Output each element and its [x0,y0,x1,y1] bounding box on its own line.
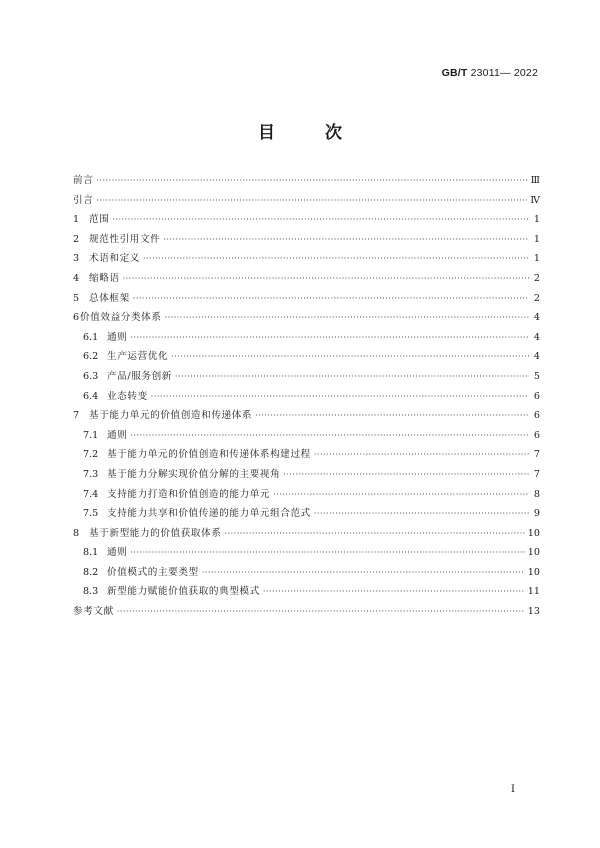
toc-entry-number: 7.5 [83,508,99,520]
toc-leader-dots [130,548,524,557]
table-of-contents [73,172,540,623]
toc-entry[interactable] [73,388,540,408]
toc-leader-dots [117,607,525,616]
toc-entry-page: 1 [533,233,540,245]
toc-leader-dots [202,568,525,577]
toc-entry-number: 6.4 [83,390,99,402]
toc-entry-page: 5 [533,370,540,382]
toc-entry[interactable] [73,250,540,270]
toc-entry-label: 参考文献 [73,606,114,618]
toc-entry-page: 11 [527,586,540,598]
toc-entry-label: 缩略语 [89,272,120,284]
toc-entry-page: 8 [533,488,540,500]
toc-entry-page: 6 [533,429,540,441]
toc-entry-label: 总体框架 [89,292,130,304]
toc-entry-page: 4 [533,351,540,363]
toc-entry[interactable] [73,427,540,447]
toc-entry-number: 3 [73,253,80,265]
page-title: 目 次 [258,123,364,143]
toc-entry-page: 7 [533,449,540,461]
toc-entry-label: 基于能力单元的价值创造和传递体系 [89,410,253,422]
toc-entry[interactable] [73,407,540,427]
toc-entry-number: 8.2 [83,566,99,578]
toc-entry[interactable] [73,564,540,584]
toc-entry-page: 1 [533,253,540,265]
toc-entry-page: 10 [527,566,540,578]
toc-leader-dots [314,509,529,518]
toc-entry[interactable] [73,525,540,545]
toc-entry-number: 8 [73,527,80,539]
toc-entry[interactable] [73,290,540,310]
toc-entry[interactable] [73,309,540,329]
toc-leader-dots [263,587,525,596]
toc-entry-page: 13 [527,606,540,618]
toc-entry-label: 通则 [107,331,128,343]
toc-entry-number: 2 [73,233,80,245]
toc-entry-page: 10 [527,527,540,539]
toc-entry-label: 规范性引用文件 [89,233,161,245]
toc-leader-dots [96,176,527,185]
toc-leader-dots [112,215,529,224]
toc-entry-number: 6.1 [83,331,99,343]
toc-entry-page: 9 [533,508,540,520]
toc-leader-dots [171,352,529,361]
toc-entry-number: 1 [73,214,80,226]
toc-entry[interactable] [73,172,540,192]
toc-entry[interactable] [73,446,540,466]
toc-leader-dots [143,254,529,263]
toc-entry[interactable] [73,505,540,525]
toc-leader-dots [130,333,529,342]
toc-entry-page: 2 [533,292,540,304]
toc-entry[interactable] [73,486,540,506]
toc-entry-label: 新型能力赋能价值获取的典型模式 [107,586,260,598]
toc-leader-dots [225,529,525,538]
toc-entry-label: 前言 [73,175,94,186]
toc-entry-page: Ⅳ [530,194,540,206]
toc-entry-label: 引言 [73,194,94,206]
toc-entry[interactable] [73,192,540,212]
toc-leader-dots [314,450,529,459]
toc-entry-page: 1 [533,214,540,226]
toc-entry-page: 10 [527,547,540,559]
toc-entry-label: 基于能力分解实现价值分解的主要视角 [107,468,281,480]
toc-entry-number: 7.3 [83,468,99,480]
toc-entry[interactable] [73,583,540,603]
toc-entry-number: 6.2 [83,351,99,363]
toc-entry[interactable] [73,348,540,368]
toc-leader-dots [283,470,529,479]
toc-entry-page: 6 [533,410,540,422]
toc-entry[interactable] [73,368,540,388]
toc-entry-page: 4 [533,331,540,343]
toc-entry-number: 5 [73,292,80,304]
page-folio: I [511,784,515,795]
toc-entry-label: 产品/服务创新 [107,370,172,382]
toc-leader-dots [273,490,529,499]
toc-entry[interactable] [73,231,540,251]
toc-entry-label: 通则 [107,547,128,559]
toc-entry-number: 6 [73,312,80,324]
toc-entry-number: 6.3 [83,370,99,382]
toc-leader-dots [123,274,529,283]
toc-entry[interactable] [73,270,540,290]
toc-leader-dots [96,196,527,205]
toc-entry-label: 通则 [107,429,128,441]
toc-entry-label: 基于能力单元的价值创造和传递体系构建过程 [107,449,311,461]
toc-leader-dots [130,431,529,440]
toc-entry-number: 4 [73,272,80,284]
toc-entry-number: 8.3 [83,586,99,598]
toc-leader-dots [165,313,529,322]
toc-entry-label: 术语和定义 [89,253,140,265]
toc-entry-label: 业态转变 [107,390,148,402]
toc-entry-number: 7.1 [83,429,99,441]
toc-entry[interactable] [73,211,540,231]
toc-leader-dots [163,235,529,244]
toc-entry-label: 支持能力打造和价值创造的能力单元 [107,488,271,500]
toc-entry-page: 2 [533,272,540,284]
toc-entry-label: 生产运营优化 [107,351,169,363]
toc-entry-label: 支持能力共享和价值传递的能力单元组合范式 [107,508,311,520]
standard-code [442,67,538,79]
toc-entry[interactable] [73,329,540,349]
toc-entry[interactable] [73,603,540,623]
toc-entry-label: 范围 [89,214,110,226]
toc-entry-number: 7.2 [83,449,99,461]
toc-entry-page: 4 [533,312,540,324]
toc-entry-number: 7 [73,410,80,422]
toc-entry-label: 基于新型能力的价值获取体系 [89,527,222,539]
standard-prefix: GB/T [441,67,468,79]
toc-entry-number: 7.4 [83,488,99,500]
standard-number: 23011— 2022 [470,67,538,79]
toc-entry[interactable] [73,544,540,564]
toc-entry[interactable] [73,466,540,486]
toc-entry-number: 8.1 [83,547,99,559]
toc-leader-dots [151,392,529,401]
toc-leader-dots [133,294,529,303]
toc-leader-dots [175,372,529,381]
toc-entry-label: 价值效益分类体系 [80,312,162,324]
toc-leader-dots [255,411,529,420]
toc-entry-page: 6 [533,390,540,402]
toc-entry-page: Ⅲ [530,175,540,186]
toc-entry-page: 7 [533,468,540,480]
toc-entry-label: 价值模式的主要类型 [107,566,199,578]
